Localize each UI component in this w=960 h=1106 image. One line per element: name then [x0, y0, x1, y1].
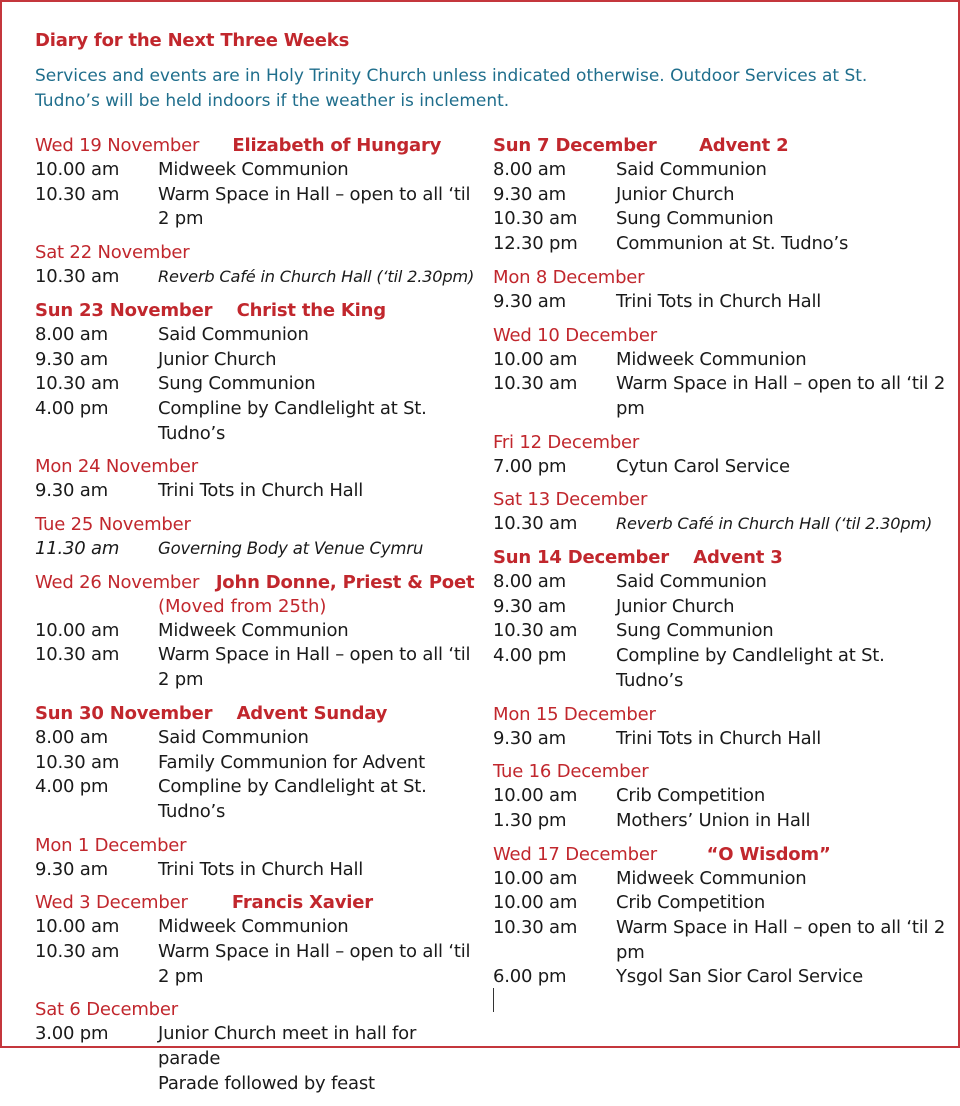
event-description: Junior Church — [158, 348, 277, 370]
day-heading — [493, 843, 953, 867]
diary-day — [35, 455, 480, 504]
diary-day — [493, 431, 953, 480]
event-description: Mothers’ Union in Hall — [616, 809, 811, 831]
event-time: 4.00 pm — [493, 645, 567, 667]
event-time: 10.30 am — [35, 941, 120, 963]
event-description: Said Communion — [158, 323, 309, 345]
day-date: Mon 15 December — [493, 703, 656, 725]
event-time: 10.00 am — [35, 159, 120, 180]
feast-name: Advent Sunday — [236, 702, 388, 724]
event-description: Compline by Candlelight at St. Tudno’s — [158, 776, 427, 822]
day-date: Tue 16 December — [493, 761, 649, 783]
event-description: Warm Space in Hall – open to all ‘til 2 pm — [616, 917, 946, 963]
day-date: Sat 22 November — [35, 242, 190, 264]
event-description: Midweek Communion — [158, 916, 349, 938]
diary-day — [493, 488, 953, 537]
event-row — [35, 397, 480, 446]
event-time: 10.30 am — [35, 183, 120, 205]
event-row — [493, 290, 953, 315]
event-row — [493, 809, 953, 834]
intro-text: Services and events are in Holy Trinity Church unless indicated otherwise. Outdoor Services at St. Tudno’s will be held indoors if the weather is inclement. — [35, 66, 868, 111]
day-heading — [493, 324, 953, 348]
day-date: Mon 8 December — [493, 266, 645, 288]
event-description: Midweek Communion — [616, 867, 807, 889]
event-time: 10.00 am — [35, 916, 120, 938]
event-description: Trini Tots in Church Hall — [158, 480, 364, 502]
event-description: Sung Communion — [616, 208, 774, 230]
diary-day — [35, 241, 480, 290]
event-row — [493, 867, 953, 892]
event-row — [493, 348, 953, 373]
event-row — [493, 891, 953, 916]
event-description: Sung Communion — [158, 373, 316, 395]
event-description: Parade followed by feast — [158, 1072, 375, 1094]
event-time: 10.30 am — [493, 513, 578, 535]
event-time: 8.00 am — [35, 726, 108, 748]
left-column — [35, 134, 480, 1106]
event-row — [493, 372, 953, 421]
event-description: Governing Body at Venue Cymru — [158, 539, 424, 559]
event-time: 10.30 am — [35, 373, 120, 395]
event-time — [35, 1072, 158, 1097]
event-time: 10.00 am — [35, 619, 120, 641]
event-description: Warm Space in Hall – open to all ‘til 2 pm — [158, 644, 471, 691]
event-row — [493, 595, 953, 620]
diary-day — [35, 134, 480, 232]
day-heading — [35, 998, 480, 1022]
day-heading — [493, 546, 953, 570]
diary-day — [493, 324, 953, 422]
day-heading — [35, 702, 480, 726]
event-description: Junior Church — [616, 595, 735, 617]
event-row — [493, 644, 953, 693]
feast-name: Elizabeth of Hungary — [232, 135, 442, 156]
event-description: Trini Tots in Church Hall — [616, 727, 822, 749]
event-row — [493, 512, 953, 537]
day-heading — [493, 431, 953, 455]
heading-gap — [188, 892, 232, 913]
event-time: 10.30 am — [493, 917, 578, 939]
day-heading — [35, 299, 480, 323]
day-date: Mon 24 November — [35, 456, 198, 478]
heading-gap — [199, 135, 232, 156]
diary-day — [493, 266, 953, 315]
event-time: 9.30 am — [493, 183, 566, 205]
event-time: 10.00 am — [493, 785, 578, 807]
feast-name: “O Wisdom” — [706, 843, 831, 865]
diary-day — [35, 571, 480, 693]
feast-name: Christ the King — [236, 299, 386, 321]
day-heading — [35, 455, 480, 479]
event-description: Family Communion for Advent — [158, 751, 425, 773]
event-time: 9.30 am — [493, 727, 566, 749]
event-time: 10.30 am — [493, 620, 578, 642]
day-date: Fri 12 December — [493, 431, 640, 453]
event-row — [35, 915, 480, 940]
event-time: 10.00 am — [493, 892, 578, 914]
day-date: Wed 3 December — [35, 892, 188, 914]
event-description: Crib Competition — [616, 785, 766, 807]
event-row — [35, 726, 480, 751]
day-date: Sat 6 December — [35, 999, 178, 1021]
event-time: 4.00 pm — [35, 776, 109, 798]
event-description: Reverb Café in Church Hall (‘til 2.30pm) — [158, 267, 475, 287]
feast-name: John Donne, Priest & Poet — [215, 571, 475, 593]
event-row — [493, 965, 953, 990]
event-description: Junior Church meet in hall for parade — [158, 1023, 417, 1070]
event-row — [35, 619, 480, 644]
event-row — [35, 643, 480, 692]
event-row — [493, 570, 953, 595]
diary-day — [493, 760, 953, 833]
event-description: Ysgol San Sior Carol Service — [616, 966, 863, 988]
event-time: 9.30 am — [35, 348, 108, 370]
event-row — [35, 158, 480, 183]
day-date: Wed 10 December — [493, 324, 657, 346]
event-row — [493, 207, 953, 232]
event-description: Sung Communion — [616, 620, 774, 642]
event-time: 6.00 pm — [493, 966, 567, 988]
event-row — [35, 265, 480, 290]
event-time: 10.30 am — [493, 373, 578, 395]
event-row — [35, 183, 480, 232]
event-time: 12.30 pm — [493, 233, 578, 255]
day-heading — [35, 513, 480, 537]
event-row — [35, 1022, 480, 1071]
event-description: Midweek Communion — [616, 348, 807, 370]
day-heading — [35, 834, 480, 858]
event-description: Crib Competition — [616, 892, 766, 914]
day-heading — [493, 134, 953, 158]
event-row — [35, 940, 480, 989]
event-description: Communion at St. Tudno’s — [616, 233, 849, 255]
diary-day — [35, 513, 480, 562]
event-row — [493, 916, 953, 965]
event-row — [35, 751, 480, 776]
day-date: Sat 13 December — [493, 489, 648, 511]
event-description: Reverb Café in Church Hall (‘til 2.30pm) — [616, 514, 933, 534]
event-time: 9.30 am — [493, 290, 566, 312]
event-time: 9.30 am — [493, 595, 566, 617]
diary-day — [35, 891, 480, 989]
day-date: Mon 1 December — [35, 834, 187, 856]
feast-name: Advent 2 — [699, 135, 789, 156]
day-heading — [35, 134, 480, 158]
event-description: Trini Tots in Church Hall — [158, 858, 364, 880]
day-date: Sun 14 December — [493, 547, 669, 569]
day-date: Sun 7 December — [493, 135, 657, 156]
event-description: Midweek Communion — [158, 619, 349, 641]
right-column — [493, 134, 953, 999]
event-row — [35, 537, 480, 562]
event-time: 8.00 am — [493, 159, 566, 180]
feast-name: Advent 3 — [693, 547, 783, 569]
event-description: Cytun Carol Service — [616, 455, 790, 477]
event-time: 8.00 am — [35, 323, 108, 345]
day-date: Wed 26 November — [35, 571, 200, 593]
event-row — [493, 619, 953, 644]
page-title: Diary for the Next Three Weeks — [35, 30, 350, 51]
diary-day — [35, 702, 480, 825]
event-row — [493, 727, 953, 752]
event-description: Compline by Candlelight at St. Tudno’s — [616, 645, 885, 691]
day-heading — [493, 266, 953, 290]
event-description: Trini Tots in Church Hall — [616, 290, 822, 312]
event-description: Warm Space in Hall – open to all ‘til 2 pm — [616, 373, 946, 419]
event-time: 4.00 pm — [35, 397, 109, 419]
event-row — [35, 858, 480, 883]
diary-day — [493, 546, 953, 694]
event-time: 10.30 am — [35, 751, 120, 773]
event-description: Said Communion — [616, 571, 767, 593]
event-description: Warm Space in Hall – open to all ‘til 2 pm — [158, 941, 471, 987]
diary-day — [493, 134, 953, 257]
event-row — [35, 348, 480, 373]
event-row — [493, 455, 953, 480]
heading-gap — [657, 844, 707, 865]
event-description: Said Communion — [616, 159, 767, 180]
heading-gap — [212, 300, 236, 321]
event-time: 10.00 am — [493, 348, 578, 370]
event-row — [493, 158, 953, 183]
day-heading — [493, 488, 953, 512]
event-row — [35, 1072, 480, 1097]
diary-day — [35, 834, 480, 883]
day-heading — [35, 891, 480, 915]
day-date: Wed 19 November — [35, 135, 200, 156]
event-description: Warm Space in Hall – open to all ‘til 2 pm — [158, 183, 471, 230]
day-heading — [35, 241, 480, 265]
event-time: 9.30 am — [35, 480, 108, 502]
event-time: 7.00 pm — [493, 455, 567, 477]
event-time: 11.30 am — [35, 538, 120, 560]
diary-day — [35, 299, 480, 447]
feast-name: Francis Xavier — [231, 892, 373, 914]
day-heading — [493, 760, 953, 784]
day-date: Tue 25 November — [35, 514, 191, 536]
heading-gap — [669, 547, 693, 568]
event-time: 8.00 am — [493, 571, 566, 593]
feast-note: (Moved from 25th) — [158, 595, 327, 617]
day-date: Wed 17 December — [493, 843, 657, 865]
day-date: Sun 30 November — [35, 702, 213, 724]
day-date: Sun 23 November — [35, 299, 213, 321]
event-time: 10.30 am — [493, 208, 578, 230]
event-time: 9.30 am — [35, 858, 108, 880]
event-row — [493, 232, 953, 257]
event-description: Said Communion — [158, 726, 309, 748]
event-description: Junior Church — [616, 183, 735, 205]
event-description: Midweek Communion — [158, 159, 349, 180]
heading-gap — [212, 703, 236, 724]
event-row — [35, 479, 480, 504]
heading-gap — [657, 135, 699, 156]
event-row — [35, 775, 480, 824]
event-time: 10.30 am — [35, 644, 120, 666]
event-time: 3.00 pm — [35, 1023, 109, 1045]
event-row — [35, 372, 480, 397]
event-row — [493, 784, 953, 809]
event-row — [35, 323, 480, 348]
heading-gap — [199, 572, 216, 593]
day-heading — [493, 703, 953, 727]
diary-day — [493, 703, 953, 752]
event-time: 1.30 pm — [493, 809, 567, 831]
text-cursor — [493, 988, 494, 1012]
event-row — [493, 183, 953, 208]
event-time: 10.30 am — [35, 266, 120, 288]
event-time: 10.00 am — [493, 867, 578, 889]
diary-day — [493, 843, 953, 991]
day-heading — [35, 571, 480, 595]
event-description: Compline by Candlelight at St. Tudno’s — [158, 397, 427, 444]
